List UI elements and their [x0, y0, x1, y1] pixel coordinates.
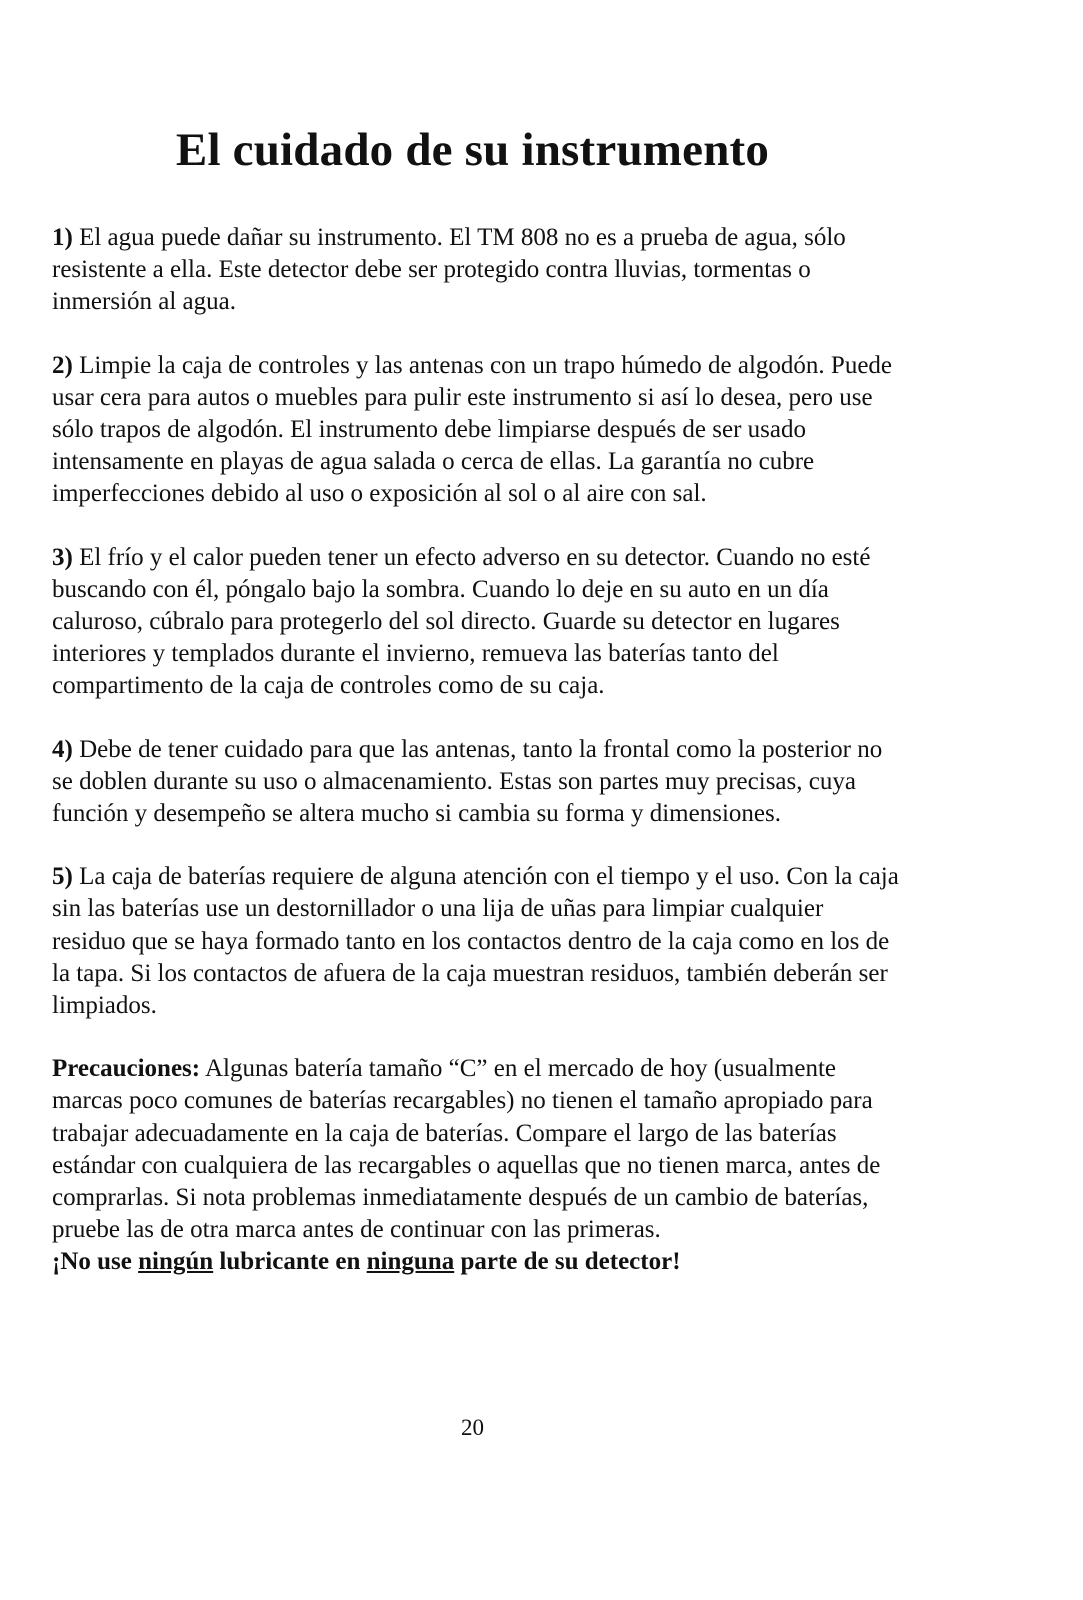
item-text: Debe de tener cuidado para que las antenas, tanto la frontal como la posterior no se doblen durante su uso o almacenamiento. Estas son partes muy precisas, cuya función y desempeño se altera mucho si cambia su forma y dimensiones. — [52, 735, 883, 828]
caution-label: Precauciones: — [52, 1055, 201, 1083]
item-number: 5) — [52, 863, 73, 891]
warning-part-1: ¡No use — [52, 1248, 139, 1276]
item-number: 4) — [52, 735, 73, 763]
instruction-item-1 — [52, 222, 902, 319]
caution-paragraph — [52, 1053, 902, 1246]
page-number: 20 — [461, 1415, 484, 1440]
warning-underline-1: ningún — [138, 1248, 214, 1276]
caution-text: Algunas batería tamaño “C” en el mercado de hoy (usualmente marcas poco comunes de baterías recargables) no tienen el tamaño apropiado para trabajar adecuadamente en la caja de baterías. Compare el largo de las baterías estándar con cualquiera de las recargables o aquellas que no tienen marca, antes de comprarlas. Si nota problemas inmediatamente después de un cambio de baterías, pruebe las de otra marca antes de continuar con las primeras. — [52, 1055, 881, 1244]
warning-underline-2: ninguna — [366, 1248, 455, 1276]
item-number: 2) — [52, 351, 73, 379]
lubricant-warning — [52, 1246, 902, 1278]
item-text: El agua puede dañar su instrumento. El TM 808 no es a prueba de agua, sólo resistente a ella. Este detector debe ser protegido contra lluvias, tormentas o inmersión al agua. — [52, 224, 846, 316]
warning-part-2: lubricante en — [213, 1248, 367, 1276]
instruction-item-2 — [52, 350, 902, 511]
instruction-item-3 — [52, 542, 902, 703]
instruction-item-5 — [52, 861, 902, 1022]
warning-part-3: parte de su detector! — [454, 1248, 681, 1276]
item-number: 3) — [52, 543, 73, 571]
care-instructions — [52, 222, 902, 1279]
page-title: El cuidado de su instrumento — [175, 124, 770, 176]
item-text: El frío y el calor pueden tener un efecto adverso en su detector. Cuando no esté buscando con él, póngalo bajo la sombra. Cuando lo deje en su auto en un día caluroso, cúbralo para protegerlo del sol directo. Guarde su detector en lugares interiores y templados durante el invierno, remueva las baterías tanto del compartimento de la caja de controles como de su caja. — [52, 543, 871, 700]
item-text: La caja de baterías requiere de alguna atención con el tiempo y el uso. Con la caja sin las baterías use un destornillador o una lija de uñas para limpiar cualquier residuo que se haya formado tanto en los contactos dentro de la caja como en los de la tapa. Si los contactos de afuera de la caja muestran residuos, también deberán ser limpiados. — [52, 863, 899, 1020]
item-number: 1) — [52, 224, 73, 251]
item-text: Limpie la caja de controles y las antenas con un trapo húmedo de algodón. Puede usar cera para autos o muebles para pulir este instrumento si así lo desea, pero use sólo trapos de algodón. El instrumento debe limpiarse después de ser usado intensamente en playas de agua salada o cerca de ellas. La garantía no cubre imperfecciones debido al uso o exposición al sol o al aire con sal. — [52, 351, 893, 508]
instruction-item-4 — [52, 734, 902, 831]
